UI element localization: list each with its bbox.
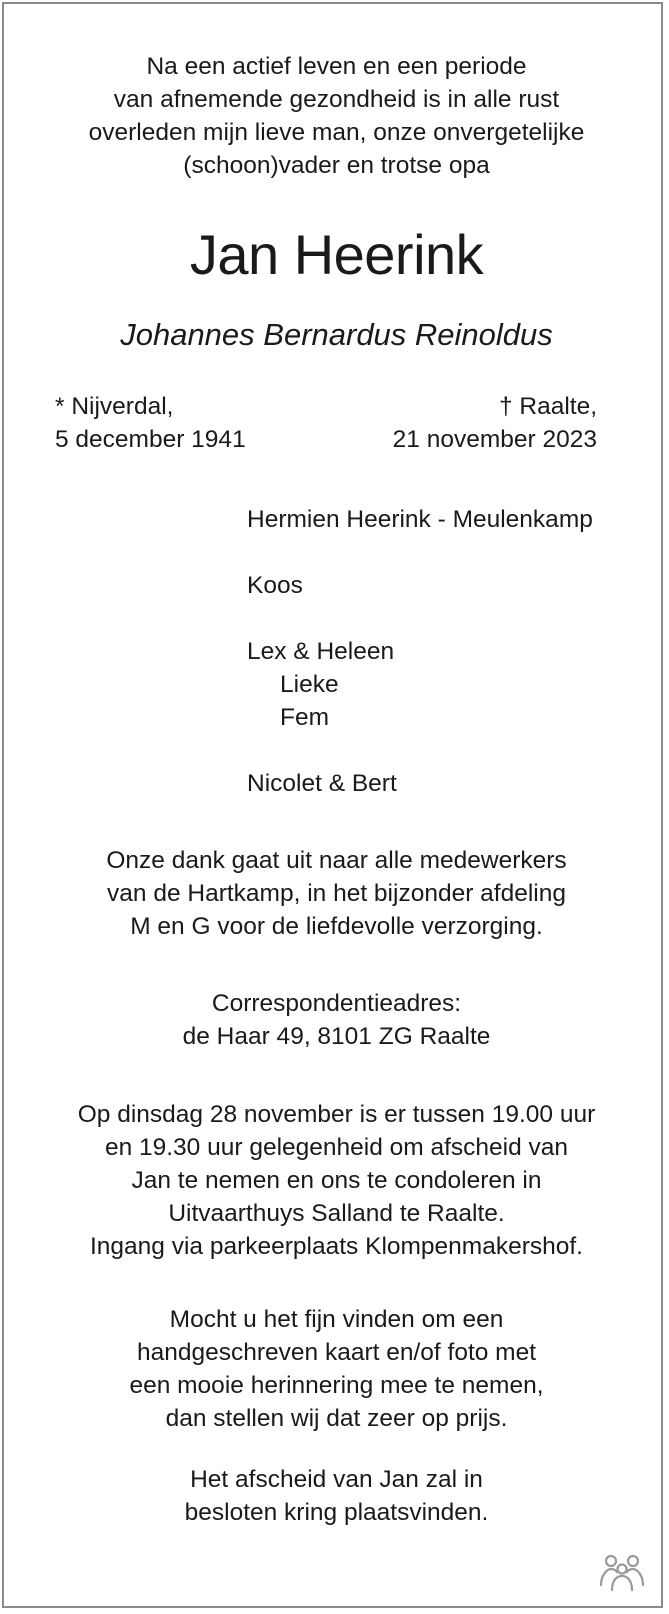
family-child: Koos xyxy=(247,572,303,599)
birth-date: 5 december 1941 xyxy=(55,426,246,453)
death-date: 21 november 2023 xyxy=(392,426,597,453)
intro-line: Na een actief leven en een periode xyxy=(146,53,527,80)
condolence-line: Uitvaarthuys Salland te Raalte. xyxy=(168,1200,505,1227)
cards-line: een mooie herinnering mee te nemen, xyxy=(129,1372,544,1399)
death-info xyxy=(393,390,597,456)
thanks-paragraph xyxy=(4,844,669,943)
condolence-line: Op dinsdag 28 november is er tussen 19.00 uur xyxy=(77,1101,596,1128)
thanks-line: M en G voor de liefdevolle verzorging. xyxy=(130,913,543,940)
cards-paragraph xyxy=(4,1303,669,1435)
thanks-line: van de Hartkamp, in het bijzonder afdeling xyxy=(107,880,566,907)
condolence-paragraph xyxy=(4,1098,669,1263)
intro-line: overleden mijn lieve man, onze onvergetelijke xyxy=(88,119,585,146)
condolence-line: Ingang via parkeerplaats Klompenmakershof. xyxy=(89,1233,583,1260)
farewell-line: Het afscheid van Jan zal in xyxy=(190,1466,483,1493)
intro-line: van afnemende gezondheid is in alle rust xyxy=(113,86,560,113)
family-list xyxy=(247,503,593,800)
intro-line: (schoon)vader en trotse opa xyxy=(183,152,490,179)
correspondence-line: de Haar 49, 8101 ZG Raalte xyxy=(182,1023,491,1050)
family-grandchild: Fem xyxy=(280,704,329,731)
family-grandchild: Lieke xyxy=(280,671,339,698)
obituary-card xyxy=(2,2,663,1608)
death-place: † Raalte, xyxy=(498,393,597,420)
correspondence-label: Correspondentieadres: xyxy=(211,990,462,1017)
condolence-line: en 19.30 uur gelegenheid om afscheid van xyxy=(104,1134,569,1161)
cards-line: handgeschreven kaart en/of foto met xyxy=(136,1339,537,1366)
birth-place: * Nijverdal, xyxy=(55,393,174,420)
birth-info xyxy=(55,390,246,456)
family-child: Nicolet & Bert xyxy=(247,770,397,797)
farewell-line: besloten kring plaatsvinden. xyxy=(184,1499,489,1526)
farewell-paragraph xyxy=(4,1463,669,1529)
deceased-full-name: Johannes Bernardus Reinoldus xyxy=(120,317,553,352)
intro-paragraph xyxy=(4,50,669,182)
deceased-name: Jan Heerink xyxy=(189,223,484,286)
family-spouse: Hermien Heerink - Meulenkamp xyxy=(247,506,593,533)
family-child: Lex & Heleen xyxy=(247,638,395,665)
cards-line: dan stellen wij dat zeer op prijs. xyxy=(165,1405,508,1432)
condolence-line: Jan te nemen en ons te condoleren in xyxy=(131,1167,542,1194)
thanks-line: Onze dank gaat uit naar alle medewerkers xyxy=(106,847,567,874)
people-group-icon xyxy=(597,1552,647,1592)
cards-line: Mocht u het fijn vinden om een xyxy=(169,1306,504,1333)
correspondence-address xyxy=(4,987,669,1053)
